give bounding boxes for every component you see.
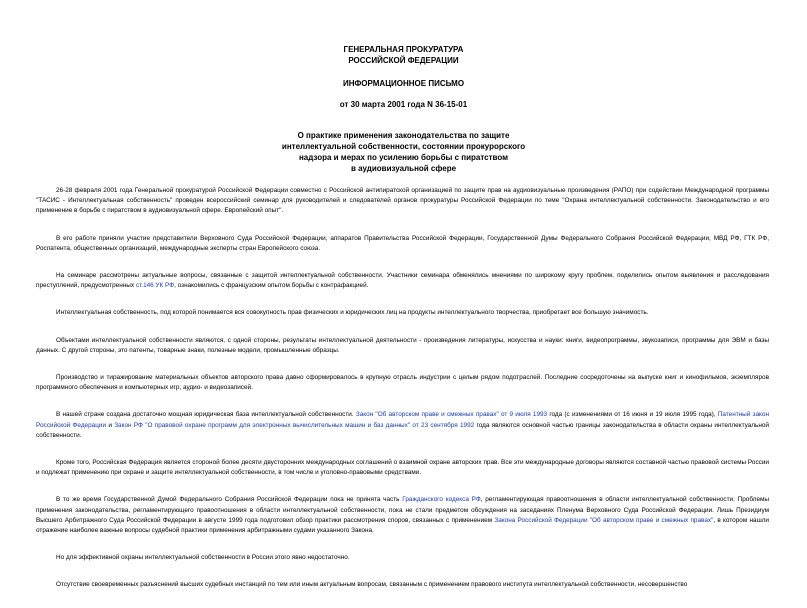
link-civil-code[interactable]: Гражданского кодекса РФ	[402, 496, 481, 504]
link-copyright-law[interactable]: Закон "Об авторском праве и смежных правах" от 9 июля 1993	[355, 411, 548, 419]
document-body	[36, 186, 769, 608]
subject-line-4: в аудиовизуальной сфере	[350, 164, 457, 173]
paragraph-lack-of-guidance: Отсутствие своевременных разъяснений высших судебных инстанций по тем или иным актуальным вопросам, связанным с применением правового института интеллектуальной собственности, несовершенство	[56, 581, 688, 589]
paragraph-production: Производство и тиражирование материальных объектов авторского права давно сформировалось в крупную отрасль индустрии с целым рядом подотраслей. Последние сосредоточены на выпуске книг и кинофильмов, экземпляров программного обеспечения и компьютерных игр, аудио- и видеозаписей.	[36, 374, 769, 392]
paragraph-text: года (с изменениями от 16 июня и 19 июля 1995 года),	[547, 411, 718, 419]
organization-line-1: ГЕНЕРАЛЬНАЯ ПРОКУРАТУРА	[343, 45, 464, 54]
paragraph-international: Кроме того, Российская Федерация является стороной более десяти двусторонних международных соглашений о взаимной охране авторских прав. Все эти международные договоры являются составной частью правовой системы России и подлежат применению при охране и защите интеллектуальной собственности, в том числе и уголовно-правовыми средствами.	[36, 459, 769, 477]
organization-line-2: РОССИЙСКОЙ ФЕДЕРАЦИИ	[348, 56, 459, 65]
paragraph-participants: В его работе приняли участие представители Верховного Суда Российской Федерации, аппаратов Правительства Российской Федерации, Государственной Думы Федерального Собрания Российской Федерации, МВД РФ, ГТК РФ, Роспатента, общественных организаций, международные эксперты стран Европейского союза.	[36, 234, 769, 252]
subject-line-3: надзора и мерах по усилению борьбы с пиратством	[298, 153, 509, 162]
link-article-146[interactable]: ст.146 УК РФ	[135, 282, 175, 290]
paragraph-text: , регламентирующая правоотношения в области интеллектуальной собственности. Проблемы применения законодательства, регламентирующего правоотношения в области интеллектуальной собственности, пока не стали предметом обсуждения на заседаниях Пленума Верховного Суда Российской Федерации. Лишь Президиум Высшего Арбитражного Суда Российской Федерации в августе 1999 года подготовил обзор практики рассмотрения споров, связанных с применением	[36, 496, 769, 524]
paragraph-definition: Интеллектуальная собственность, под которой понимается вся совокупность прав физических и юридических лиц на продукты интеллектуального творчества, приобретает все большую значимость.	[56, 309, 649, 317]
link-copyright-law-2[interactable]: Закона Российской Федерации "Об авторском праве и смежных правах"	[494, 516, 714, 524]
paragraph-legal-base	[36, 410, 769, 441]
paragraph-text: В то же время Государственной Думой Федерального Собрания Российской Федерации пока не принята часть	[56, 496, 403, 504]
paragraph-text: На семинаре рассмотрены актуальные вопросы, связанные с защитой интеллектуальной собственности. Участники семинара обменялись мнениями по широкому кругу проблем, поделились опытом выявления и расследования преступлений, предусмотренных	[36, 272, 769, 290]
link-software-law[interactable]: Закон РФ "О правовой охране программ для электронных вычислительных машин и баз данных" от 23 сентября 1992	[114, 421, 475, 429]
paragraph-insufficient: Но для эффективной охраны интеллектуальной собственности в России этого явно недостаточно.	[56, 554, 350, 562]
issuing-organization	[0, 44, 807, 66]
paragraph-civil-code	[36, 495, 769, 536]
document-subject	[0, 130, 807, 174]
document-date-number: от 30 марта 2001 года N 36-15-01	[339, 100, 468, 109]
paragraph-text: В нашей стране создана достаточно мощная юридическая база интеллектуальной собственности.	[56, 411, 356, 419]
paragraph-objects: Объектами интеллектуальной собственности являются, с одной стороны, результаты интеллектуальной деятельности - произведения литературы, искусства и науки: книги, видеопрограммы, звукозаписи, программы для ЭВМ и базы данных. С другой стороны, это патенты, товарные знаки, полезные модели, промышленные образцы.	[36, 336, 769, 354]
paragraph-text: и	[106, 421, 115, 429]
paragraph-text: , в котором нашли отражение наиболее важные вопросы судебной практики применения арбитражными судами указанного Закона.	[36, 516, 770, 535]
paragraph-issues	[36, 271, 769, 291]
link-patent-law[interactable]: Патентный закон Российской Федерации	[36, 411, 769, 429]
paragraph-text: года являются основной частью границы законодательства в области охраны интеллектуальной собственности.	[36, 421, 769, 439]
document-type: ИНФОРМАЦИОННОЕ ПИСЬМО	[342, 79, 465, 88]
paragraph-text: , ознакомились с французским опытом борьбы с контрафакцией.	[174, 282, 369, 290]
subject-line-2: интеллектуальной собственности, состоянии прокурорского	[281, 142, 526, 151]
paragraph-seminar: 26-28 февраля 2001 года Генеральной прокуратурой Российской Федерации совместно с Российской антипиратской организацией по защите прав на аудиовизуальные произведения (РАПО) при содействии Международной программы "ТАСИС - Интеллектуальная собственность" проведен всероссийский семинар для руководителей и следователей органов прокуратуры Российской Федерации по теме "Охрана интеллектуальной собственности. Законодательство и его применение в борьбе с пиратством в аудиовизуальной сфере. Европейский опыт".	[36, 187, 769, 215]
subject-line-1: О практике применения законодательства по защите	[297, 131, 510, 140]
